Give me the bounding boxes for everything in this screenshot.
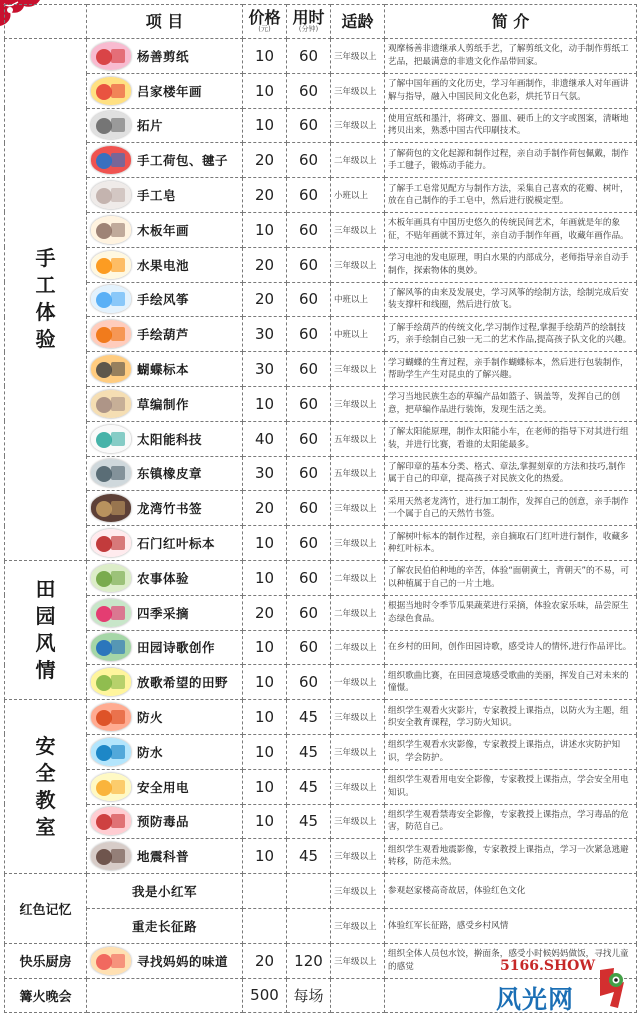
table-row <box>5 874 637 909</box>
item-cell <box>87 700 243 735</box>
item-name: 太阳能科技 <box>137 431 203 447</box>
table-row <box>5 421 637 456</box>
age-cell: 中班以上 <box>331 282 385 317</box>
item-name: 吕家楼年画 <box>137 83 203 99</box>
age-cell: 二年级以上 <box>331 595 385 630</box>
time-cell: 45 <box>287 700 331 735</box>
singing-field-thumb <box>91 668 131 696</box>
butterfly-thumb <box>91 355 131 383</box>
age-cell: 三年级以上 <box>331 839 385 874</box>
price-cell: 10 <box>243 212 287 247</box>
price-cell: 10 <box>243 700 287 735</box>
time-cell: 60 <box>287 108 331 143</box>
age-cell: 二年级以上 <box>331 630 385 665</box>
description-cell: 组织歌曲比赛，在田园意境感受歌曲的美丽，挥发自己对未来的憧憬。 <box>385 665 637 700</box>
description-cell: 木板年画具有中国历史悠久的传统民间艺术，年画就是年的象征，不贴年画就不算过年，亲自动手制作年画，收藏年画作品。 <box>385 212 637 247</box>
table-row <box>5 700 637 735</box>
price-cell: 10 <box>243 665 287 700</box>
price-cell: 10 <box>243 769 287 804</box>
description-cell: 了解农民伯伯种地的辛苦，体验“面朝黄土，背朝天”的不易，可以种植属于自己的一片土地。 <box>385 560 637 595</box>
straw-weaving-thumb <box>91 390 131 418</box>
category-label: 安全教室 <box>35 733 56 839</box>
kite-thumb <box>91 285 131 313</box>
description-cell: 了解手工皂常见配方与制作方法，采集自己喜欢的花瓣、树叶，放在自己制作的手工皂中，然后进行脱模定型。 <box>385 178 637 213</box>
item-name: 手工荷包、毽子 <box>137 153 229 169</box>
category-red-memory: 红色记忆 <box>5 874 87 944</box>
item-name: 我是小红军 <box>131 884 197 900</box>
new-year-painting-thumb <box>91 77 131 105</box>
item-name: 地震科普 <box>137 849 190 865</box>
item-name: 拓片 <box>137 118 164 134</box>
age-cell: 三年级以上 <box>331 700 385 735</box>
table-row <box>5 560 637 595</box>
table-row <box>5 108 637 143</box>
item-name: 龙湾竹书签 <box>137 501 203 517</box>
description-cell: 组织学生观看火灾影片，专家教授上课指点，以防火为主题，组织安全教育课程，学习防火知识。 <box>385 700 637 735</box>
item-cell <box>87 143 243 178</box>
time-cell: 120 <box>287 943 331 978</box>
price-cell: 10 <box>243 734 287 769</box>
description-cell: 学习蝴蝶的生育过程，亲手制作蝴蝶标本，然后进行包装制作，帮助学生产生对昆虫的了解兴趣。 <box>385 352 637 387</box>
item-name: 水果电池 <box>137 257 190 273</box>
poetry-thumb <box>91 633 131 661</box>
price-cell: 20 <box>243 178 287 213</box>
item-cell <box>87 943 243 978</box>
item-name: 东镇橡皮章 <box>137 466 203 482</box>
category-kitchen: 快乐厨房 <box>5 943 87 978</box>
time-cell: 45 <box>287 839 331 874</box>
price-cell: 20 <box>243 247 287 282</box>
table-row <box>5 804 637 839</box>
item-name: 放歌希望的田野 <box>137 675 229 691</box>
time-cell: 60 <box>287 526 331 561</box>
item-name: 石门红叶标本 <box>137 536 216 552</box>
age-cell: 三年级以上 <box>331 874 385 909</box>
price-cell: 10 <box>243 526 287 561</box>
price-cell: 20 <box>243 595 287 630</box>
activity-table <box>4 4 637 1013</box>
time-cell: 每场 <box>287 978 331 1013</box>
description-cell: 组织学生观看用电安全影像，专家教授上课指点，学会安全用电知识。 <box>385 769 637 804</box>
price-cell: 500 <box>243 978 287 1013</box>
item-name: 手绘葫芦 <box>137 327 190 343</box>
table-row <box>5 317 637 352</box>
category-bonfire: 篝火晚会 <box>5 978 87 1013</box>
table-row <box>5 386 637 421</box>
header-category <box>5 5 87 39</box>
item-cell <box>87 526 243 561</box>
table-row <box>5 769 637 804</box>
item-cell <box>87 839 243 874</box>
description-cell: 了解树叶标本的制作过程，亲自摘取石门红叶进行制作，收藏多种红叶标本。 <box>385 526 637 561</box>
item-name: 木板年画 <box>137 222 190 238</box>
table-row <box>5 178 637 213</box>
time-cell: 60 <box>287 352 331 387</box>
activity-table-wrapper <box>4 4 636 1020</box>
category-label: 田园风情 <box>35 577 56 683</box>
time-cell: 60 <box>287 178 331 213</box>
time-cell <box>287 908 331 943</box>
description-cell: 了解太阳能原理，制作太阳能小车，在老师的指导下对其进行组装，并进行比赛，看谁的太阳能最多。 <box>385 421 637 456</box>
woodblock-thumb <box>91 216 131 244</box>
time-cell: 60 <box>287 595 331 630</box>
item-cell <box>87 317 243 352</box>
item-cell <box>87 39 243 74</box>
age-cell: 五年级以上 <box>331 456 385 491</box>
description-cell: 组织学生观看水灾影像，专家教授上课指点，讲述水灾防护知识，学会防护。 <box>385 734 637 769</box>
category-safety <box>5 700 87 874</box>
water-safety-thumb <box>91 738 131 766</box>
description-cell: 组织全体人员包水饺，擀面条，感受小时候妈妈做饭，寻找儿童的感觉 <box>385 943 637 978</box>
table-row <box>5 665 637 700</box>
item-name: 预防毒品 <box>137 814 190 830</box>
item-name: 田园诗歌创作 <box>137 640 216 656</box>
item-name: 农事体验 <box>137 570 190 586</box>
price-cell: 10 <box>243 804 287 839</box>
price-cell: 30 <box>243 317 287 352</box>
item-cell <box>87 804 243 839</box>
price-cell: 10 <box>243 630 287 665</box>
category-pastoral <box>5 560 87 699</box>
item-name: 杨善剪纸 <box>137 48 190 64</box>
item-name: 重走长征路 <box>131 918 197 934</box>
table-row <box>5 212 637 247</box>
time-cell: 60 <box>287 143 331 178</box>
description-cell: 了解印章的基本分类、格式、章法,掌握刻章的方法和技巧,制作属于自己的印章，提高孩子对民族文化的热爱。 <box>385 456 637 491</box>
time-cell: 60 <box>287 491 331 526</box>
age-cell: 三年级以上 <box>331 908 385 943</box>
time-cell <box>287 874 331 909</box>
cooking-thumb <box>91 947 131 975</box>
age-cell: 三年级以上 <box>331 943 385 978</box>
age-cell: 五年级以上 <box>331 421 385 456</box>
item-cell <box>87 421 243 456</box>
time-cell: 60 <box>287 560 331 595</box>
table-row <box>5 734 637 769</box>
category-handicraft <box>5 39 87 561</box>
item-cell <box>87 630 243 665</box>
item-cell <box>87 874 243 909</box>
red-leaf-thumb <box>91 529 131 557</box>
fruit-battery-thumb <box>91 251 131 279</box>
age-cell: 三年级以上 <box>331 734 385 769</box>
price-cell: 20 <box>243 143 287 178</box>
time-cell: 60 <box>287 39 331 74</box>
item-name: 蝴蝶标本 <box>137 362 190 378</box>
item-cell <box>87 560 243 595</box>
time-cell: 60 <box>287 212 331 247</box>
description-cell: 体验红军长征路，感受乡村风情 <box>385 908 637 943</box>
age-cell: 一年级以上 <box>331 665 385 700</box>
time-cell: 60 <box>287 665 331 700</box>
description-cell: 学习电池的发电原理，明白水果的内部成分，老师指导亲自动手制作，探索物体的奥妙。 <box>385 247 637 282</box>
item-cell <box>87 352 243 387</box>
age-cell: 三年级以上 <box>331 39 385 74</box>
price-cell: 40 <box>243 421 287 456</box>
time-cell: 45 <box>287 734 331 769</box>
farming-thumb <box>91 564 131 592</box>
time-cell: 60 <box>287 386 331 421</box>
item-cell <box>87 491 243 526</box>
description-cell: 采用天然老龙湾竹，进行加工制作，发挥自己的创意，亲手制作一个属于自己的天然竹书签。 <box>385 491 637 526</box>
price-cell: 10 <box>243 839 287 874</box>
item-cell <box>87 595 243 630</box>
item-name: 寻找妈妈的味道 <box>137 953 229 969</box>
soap-thumb <box>91 181 131 209</box>
description-cell: 根据当地时令季节瓜果蔬菜进行采摘，体验农家乐味，品尝原生态绿色食品。 <box>385 595 637 630</box>
price-cell: 10 <box>243 560 287 595</box>
price-cell <box>243 874 287 909</box>
description-cell: 组织学生观看禁毒安全影像，专家教授上课指点，学习毒品的危害，防范自己。 <box>385 804 637 839</box>
age-cell: 三年级以上 <box>331 386 385 421</box>
rubber-stamp-thumb <box>91 459 131 487</box>
description-cell: 观摩杨善非遗继承人剪纸手艺，了解剪纸文化，动手制作剪纸工艺品，把最满意的非遗文化作品带回家。 <box>385 39 637 74</box>
age-cell: 三年级以上 <box>331 491 385 526</box>
age-cell: 二年级以上 <box>331 143 385 178</box>
electricity-safety-thumb <box>91 773 131 801</box>
item-name: 四季采摘 <box>137 605 190 621</box>
header-item: 项 目 <box>87 5 243 39</box>
time-cell: 60 <box>287 630 331 665</box>
age-cell: 小班以上 <box>331 178 385 213</box>
header-time: 用时 (分钟) <box>287 5 331 39</box>
table-row <box>5 839 637 874</box>
item-cell <box>87 282 243 317</box>
description-cell: 使用宣纸和墨汁，将碑文、器皿、硬币上的文字或图案，清晰地拷贝出来，熟悉中国古代印刷技术。 <box>385 108 637 143</box>
table-header-row <box>5 5 637 39</box>
price-cell: 10 <box>243 386 287 421</box>
rubbing-thumb <box>91 111 131 139</box>
time-cell: 60 <box>287 421 331 456</box>
age-cell: 二年级以上 <box>331 560 385 595</box>
item-cell <box>87 769 243 804</box>
age-cell: 中班以上 <box>331 317 385 352</box>
table-row <box>5 526 637 561</box>
time-cell: 60 <box>287 247 331 282</box>
item-name: 安全用电 <box>137 779 190 795</box>
age-cell: 三年级以上 <box>331 352 385 387</box>
category-label: 手工体验 <box>35 246 56 352</box>
time-cell: 60 <box>287 282 331 317</box>
item-cell <box>87 734 243 769</box>
time-cell: 60 <box>287 73 331 108</box>
video-logo-icon <box>592 966 632 1010</box>
item-name: 手绘风筝 <box>137 292 190 308</box>
age-cell: 三年级以上 <box>331 769 385 804</box>
item-cell <box>87 978 243 1013</box>
item-cell <box>87 456 243 491</box>
watermark-brand: 风光网 <box>496 985 575 1014</box>
gourd-thumb <box>91 320 131 348</box>
price-cell: 20 <box>243 282 287 317</box>
age-cell: 三年级以上 <box>331 526 385 561</box>
price-cell: 10 <box>243 39 287 74</box>
bamboo-bookmark-thumb <box>91 494 131 522</box>
item-cell <box>87 212 243 247</box>
picking-thumb <box>91 599 131 627</box>
age-cell: 三年级以上 <box>331 212 385 247</box>
table-row <box>5 908 637 943</box>
table-row <box>5 352 637 387</box>
item-name: 防火 <box>137 710 164 726</box>
header-price: 价格 (元) <box>243 5 287 39</box>
item-cell <box>87 386 243 421</box>
time-cell: 60 <box>287 456 331 491</box>
price-cell <box>243 908 287 943</box>
table-row <box>5 247 637 282</box>
age-cell: 三年级以上 <box>331 108 385 143</box>
header-description: 简 介 <box>385 5 637 39</box>
item-cell <box>87 178 243 213</box>
sachet-thumb <box>91 146 131 174</box>
item-name: 防水 <box>137 744 164 760</box>
age-cell <box>331 978 385 1013</box>
table-row <box>5 73 637 108</box>
price-cell: 10 <box>243 73 287 108</box>
description-cell: 了解手绘葫芦的传统文化,学习制作过程,掌握手绘葫芦的绘制技巧，亲手绘制自己独一无二的艺术作品,提高孩子队文化的兴趣。 <box>385 317 637 352</box>
age-cell: 三年级以上 <box>331 804 385 839</box>
table-row <box>5 595 637 630</box>
watermark-site: 5166.SHOW <box>500 958 596 974</box>
header-age: 适龄 <box>331 5 385 39</box>
table-row <box>5 143 637 178</box>
description-cell: 组织学生观看地震影像，专家教授上课指点，学习一次紧急逃避转移，防范未然。 <box>385 839 637 874</box>
item-cell <box>87 73 243 108</box>
age-cell: 三年级以上 <box>331 73 385 108</box>
paper-cut-thumb <box>91 42 131 70</box>
earthquake-thumb <box>91 842 131 870</box>
price-cell: 30 <box>243 456 287 491</box>
price-cell: 20 <box>243 491 287 526</box>
item-name: 草编制作 <box>137 396 190 412</box>
fire-safety-thumb <box>91 703 131 731</box>
table-row <box>5 282 637 317</box>
age-cell: 三年级以上 <box>331 247 385 282</box>
description-cell: 参观赵家楼高奇故居，体验红色文化 <box>385 874 637 909</box>
table-row <box>5 491 637 526</box>
table-row <box>5 39 637 74</box>
watermark <box>486 950 636 1022</box>
description-cell: 了解中国年画的文化历史，学习年画制作，非遗继承人对年画讲解与指导，融入中国民间文化色彩，烘托节日气氛。 <box>385 73 637 108</box>
item-cell <box>87 108 243 143</box>
solar-car-thumb <box>91 425 131 453</box>
description-cell: 了解荷包的文化起源和制作过程，亲自动手制作荷包佩戴，制作手工毽子，锻炼动手能力。 <box>385 143 637 178</box>
item-cell <box>87 665 243 700</box>
description-cell: 在乡村的田间，创作田园诗歌，感受诗人的情怀,进行作品评比。 <box>385 630 637 665</box>
time-cell: 45 <box>287 804 331 839</box>
description-cell: 学习当地民族生态的草编产品如篮子、锅盖等，发挥自己的创意，把草编作品进行装饰，发现生活之美。 <box>385 386 637 421</box>
price-cell: 20 <box>243 943 287 978</box>
time-cell: 45 <box>287 769 331 804</box>
description-cell: 了解风筝的由来及发展史，学习风筝的绘制方法，绘制完成后安装支撑杆和线圈，然后进行放飞。 <box>385 282 637 317</box>
price-cell: 30 <box>243 352 287 387</box>
item-cell <box>87 908 243 943</box>
price-cell: 10 <box>243 108 287 143</box>
time-cell: 60 <box>287 317 331 352</box>
item-name: 手工皂 <box>137 188 177 204</box>
item-cell <box>87 247 243 282</box>
table-row <box>5 630 637 665</box>
table-row <box>5 456 637 491</box>
anti-drug-thumb <box>91 807 131 835</box>
